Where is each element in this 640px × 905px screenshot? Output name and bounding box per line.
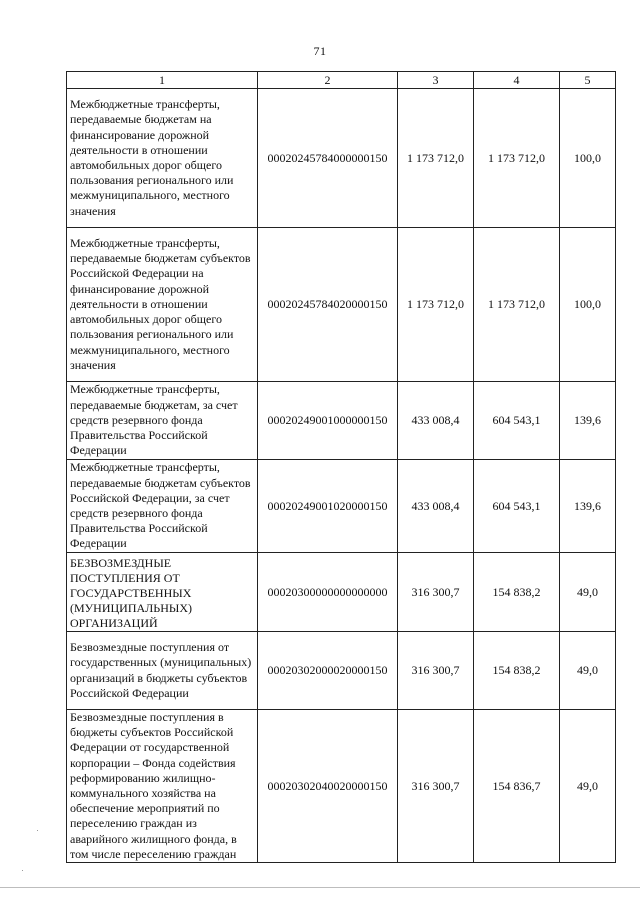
row-name: БЕЗВОЗМЕЗДНЫЕ ПОСТУПЛЕНИЯ ОТ ГОСУДАРСТВЕННЫХ (МУНИЦИПАЛЬНЫХ) ОРГАНИЗАЦИЙ (67, 553, 258, 632)
row-code: 00020249001020000150 (258, 460, 398, 553)
row-value-col4: 1 173 712,0 (474, 228, 560, 382)
row-name: Межбюджетные трансферты, передаваемые бюджетам субъектов Российской Федерации на финансирование дорожной деятельности в отношении автомобильных дорог общего пользования регионального или межмуниципального, местного значения (67, 228, 258, 382)
row-code: 00020302040020000150 (258, 710, 398, 863)
row-value-col3: 1 173 712,0 (398, 228, 474, 382)
page-bottom-rule (0, 887, 640, 888)
row-value-col4: 154 836,7 (474, 710, 560, 863)
column-header-4: 4 (474, 72, 560, 89)
row-name: Межбюджетные трансферты, передаваемые бюджетам субъектов Российской Федерации, за счет средств резервного фонда Правительства Российской Федерации (67, 460, 258, 553)
row-value-col3: 1 173 712,0 (398, 89, 474, 228)
column-header-3: 3 (398, 72, 474, 89)
budget-table (66, 71, 616, 863)
row-code: 00020302000020000150 (258, 632, 398, 710)
row-value-col3: 316 300,7 (398, 710, 474, 863)
table-row (67, 553, 616, 632)
page-number: 71 (313, 44, 327, 58)
row-value-col5: 139,6 (560, 382, 616, 460)
table-row (67, 460, 616, 553)
row-name: Межбюджетные трансферты, передаваемые бюджетам на финансирование дорожной деятельности в отношении автомобильных дорог общего пользования регионального или межмуниципального, местного значения (67, 89, 258, 228)
row-value-col5: 49,0 (560, 632, 616, 710)
row-value-col5: 100,0 (560, 228, 616, 382)
scan-speck (37, 830, 38, 831)
table-row (67, 382, 616, 460)
row-value-col5: 139,6 (560, 460, 616, 553)
row-code: 00020245784020000150 (258, 228, 398, 382)
row-value-col5: 49,0 (560, 553, 616, 632)
row-code: 00020249001000000150 (258, 382, 398, 460)
row-value-col3: 316 300,7 (398, 632, 474, 710)
row-name: Межбюджетные трансферты, передаваемые бюджетам, за счет средств резервного фонда Правительства Российской Федерации (67, 382, 258, 460)
row-value-col5: 100,0 (560, 89, 616, 228)
row-name: Безвозмездные поступления от государственных (муниципальных) организаций в бюджеты субъектов Российской Федерации (67, 632, 258, 710)
row-value-col3: 433 008,4 (398, 382, 474, 460)
row-value-col4: 154 838,2 (474, 632, 560, 710)
table-row (67, 710, 616, 863)
row-name: Безвозмездные поступления в бюджеты субъектов Российской Федерации от государственной корпорации – Фонда содействия реформированию жилищно-коммунального хозяйства на обеспечение мероприятий по переселению граждан из аварийного жилищного фонда, в том числе переселению граждан (67, 710, 258, 863)
row-value-col3: 316 300,7 (398, 553, 474, 632)
table-row (67, 228, 616, 382)
table-header-row (67, 72, 616, 89)
table-row (67, 89, 616, 228)
row-value-col3: 433 008,4 (398, 460, 474, 553)
row-value-col4: 154 838,2 (474, 553, 560, 632)
row-code: 00020245784000000150 (258, 89, 398, 228)
row-code: 00020300000000000000 (258, 553, 398, 632)
row-value-col5: 49,0 (560, 710, 616, 863)
column-header-2: 2 (258, 72, 398, 89)
row-value-col4: 1 173 712,0 (474, 89, 560, 228)
row-value-col4: 604 543,1 (474, 460, 560, 553)
table-row (67, 632, 616, 710)
row-value-col4: 604 543,1 (474, 382, 560, 460)
column-header-5: 5 (560, 72, 616, 89)
column-header-1: 1 (67, 72, 258, 89)
scan-speck (22, 870, 23, 871)
